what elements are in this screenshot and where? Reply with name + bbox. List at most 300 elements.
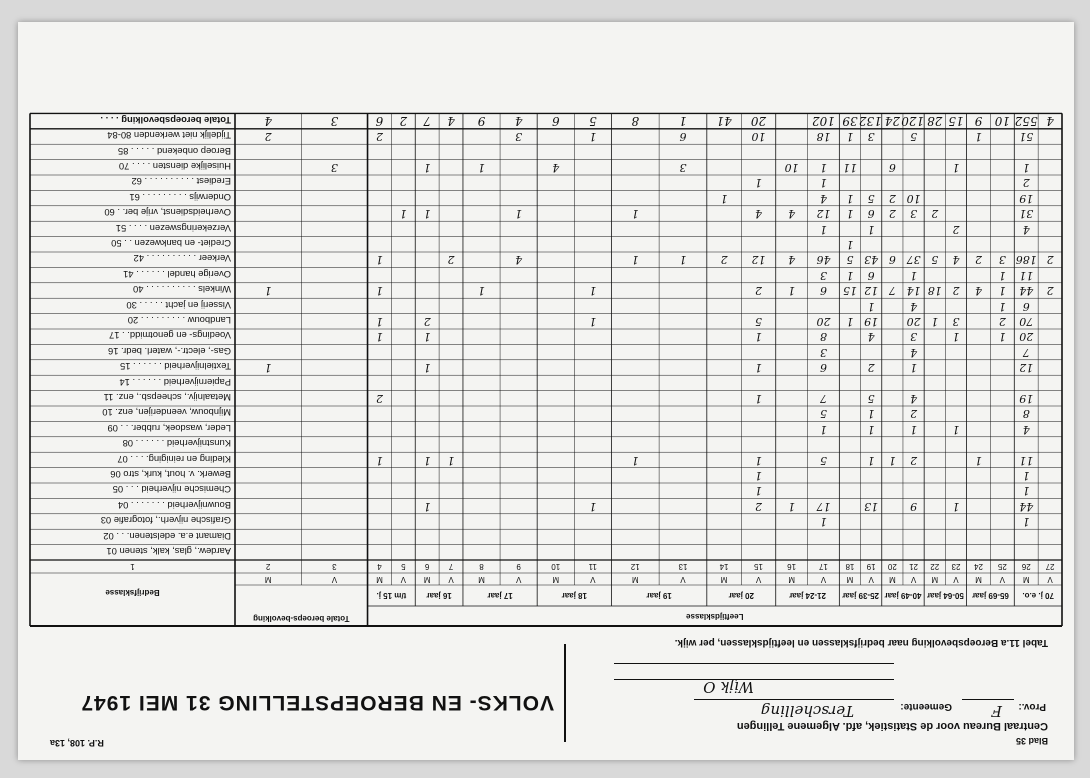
table-cell-value: 6 <box>375 113 384 128</box>
table-cell-value: 9 <box>477 113 486 128</box>
table-cell-value: 1 <box>846 191 854 205</box>
table-cell-value: 20 <box>816 315 831 328</box>
table-cell-value: 1 <box>1022 469 1030 482</box>
table-cell-value: 4 <box>515 253 523 267</box>
age-group-label: 16 jaar <box>426 591 452 600</box>
sex-label: M <box>552 575 560 584</box>
table-cell-value: 1 <box>515 207 523 221</box>
table-cell-value: 7 <box>819 392 827 405</box>
table-cell-value: 18 <box>816 130 831 144</box>
table-cell-value: 46 <box>816 253 831 267</box>
table-cell-value: 12 <box>816 207 831 221</box>
table-cell-value: 10 <box>906 191 921 205</box>
column-number: 21 <box>909 562 919 571</box>
table-cell-value: 1 <box>755 484 763 498</box>
table-cell-value: 1 <box>589 284 597 298</box>
column-number: 20 <box>887 562 897 571</box>
column-number: 16 <box>787 562 797 571</box>
table-cell-value: 6 <box>867 268 875 282</box>
table-cell-value: 132 <box>858 113 882 128</box>
table-cell-value: 1 <box>867 453 875 467</box>
table-cell-value: 1 <box>952 330 960 344</box>
table-cell-value: 12 <box>1019 361 1034 375</box>
table-cell-value: 41 <box>716 113 732 128</box>
table-cell-value: 1 <box>423 330 431 344</box>
table-cell-value: 5 <box>910 130 918 144</box>
table-cell-value: 15 <box>948 113 964 128</box>
table-cell-value: 1 <box>846 268 854 282</box>
category-label: Crediet- en bankwezen . . 50 <box>111 238 231 249</box>
table-cell-value: 1 <box>478 161 486 174</box>
category-label: Verzekeringswezen . . . . 51 <box>115 222 231 234</box>
table-cell-value: 2 <box>264 130 272 144</box>
table-cell-value: 2 <box>399 113 408 128</box>
table-cell-value: 20 <box>1019 330 1034 344</box>
table-cell-value: 4 <box>819 191 827 205</box>
table-cell-value: 4 <box>788 253 796 267</box>
table-cell-value: 39 <box>842 113 858 128</box>
category-label: Textielnijverheid . . . . . . 15 <box>120 361 231 373</box>
table-cell-value: 1 <box>975 453 983 467</box>
table-cell-value: 1 <box>888 453 896 467</box>
table-cell-value: 1 <box>1022 484 1030 498</box>
table-cell-value: 5 <box>819 453 827 467</box>
age-group-label: 70 j. e.o. <box>1022 591 1054 600</box>
category-label: Huiselijke diensten . . . . 70 <box>118 161 231 172</box>
table-cell-value: 2 <box>1022 176 1030 190</box>
category-label: Diamant e.a. edelstenen. . . 02 <box>103 530 231 542</box>
table-cell-value: 11 <box>1019 453 1034 467</box>
table-cell-value: 4 <box>867 330 875 344</box>
table-cell-value: 11 <box>842 161 857 174</box>
page-number: Blad 35 <box>1015 736 1048 746</box>
category-label: Tijdelijk niet werkenden 80-84 <box>107 130 231 142</box>
table-cell-value: 4 <box>1022 222 1030 236</box>
sex-label: M <box>1022 575 1030 584</box>
table-cell-value: 1 <box>679 113 687 128</box>
sex-label: M <box>846 575 854 584</box>
table-cell-value: 3 <box>679 161 687 174</box>
table-cell-value: 1 <box>375 315 383 328</box>
table-cell-value: 51 <box>1019 130 1034 144</box>
sex-label: V <box>999 575 1006 584</box>
gemeente-label: Gemeente: <box>900 701 952 712</box>
table-cell-value: 3 <box>819 345 827 359</box>
sex-label: V <box>331 575 338 584</box>
table-cell-value: 2 <box>375 392 383 405</box>
table-cell-value: 1 <box>755 469 763 482</box>
table-cell-value: 1 <box>931 315 939 328</box>
rotated-page <box>18 22 1074 760</box>
category-label: Grafische nijverh., fotografie 03 <box>100 515 231 527</box>
table-cell-value: 6 <box>888 161 896 174</box>
sex-label: M <box>931 575 939 584</box>
table-cell-value: 3 <box>819 268 827 282</box>
table-cell-value: 6 <box>867 207 875 221</box>
table-cell-value: 1 <box>975 130 983 144</box>
table-cell-value: 2 <box>375 130 383 144</box>
table-cell-value: 1 <box>631 253 639 267</box>
table-cell-value: 6 <box>888 253 896 267</box>
table-cell-value: 1 <box>423 361 431 375</box>
table-cell-value: 1 <box>755 330 763 344</box>
age-group-label: 50-64 jaar <box>926 591 964 600</box>
table-cell-value: 24 <box>884 113 901 128</box>
table-cell-value: 1 <box>423 207 431 221</box>
table-cell-value: 44 <box>1019 284 1034 298</box>
table-cell-value: 102 <box>812 113 835 128</box>
table-cell-value: 4 <box>1022 422 1030 436</box>
column-number: 1 <box>130 562 135 571</box>
table-cell-value: 2 <box>952 284 960 298</box>
table-cell-value: 3 <box>867 130 875 144</box>
prov-label: Prov.: <box>1018 701 1046 712</box>
table-cell-value: 120 <box>901 113 925 128</box>
age-group-label: 17 jaar <box>487 591 513 600</box>
table-cell-value: 3 <box>910 207 918 221</box>
table-cell-value: 1 <box>910 268 918 282</box>
table-cell-value: 20 <box>750 113 767 128</box>
table-cell-value: 4 <box>755 207 763 221</box>
table-cell-value: 3 <box>998 253 1006 267</box>
table-cell-value: 5 <box>589 113 597 128</box>
table-cell-value: 12 <box>864 284 879 298</box>
table-cell-value: 1 <box>952 422 960 436</box>
category-label: Kleding en reiniging. . . . 07 <box>117 453 231 465</box>
page-title: VOLKS- EN BEROEPSTELLING 31 MEI 1947 <box>80 691 554 714</box>
table-cell-value: 70 <box>1019 315 1034 328</box>
category-label: Aardew., glas, kalk, stenen 01 <box>106 546 231 557</box>
table-cell-value: 9 <box>974 113 983 128</box>
table-cell-value: 4 <box>910 345 918 359</box>
table-cell-value: 4 <box>514 113 523 128</box>
age-group-label: t/m 15 j. <box>376 591 407 600</box>
table-cell-value: 1 <box>423 499 431 513</box>
table-cell-value: 1 <box>589 499 597 513</box>
table-cell-value: 2 <box>755 284 763 298</box>
table-cell-value: 1 <box>264 361 272 375</box>
category-label: Totale beroepsbevolking . . . . <box>100 114 231 126</box>
table-title: Tabel 11.a Beroepsbevolking naar bedrijfsklassen en leeftijdsklassen, per wijk. <box>674 637 1048 648</box>
category-label: Papiernijverheid . . . . . . 14 <box>119 376 231 388</box>
table-cell-value: 7 <box>888 284 896 298</box>
table-cell-value: 1 <box>867 407 875 421</box>
table-cell-value: 1 <box>846 238 854 251</box>
category-label: Bewerk. v. hout, kurk, stro 06 <box>110 469 231 480</box>
sex-label: M <box>478 575 485 584</box>
table-cell-value: 1 <box>755 392 763 405</box>
table-cell-value: 1 <box>998 330 1006 344</box>
table-cell-value: 1 <box>679 253 687 267</box>
category-label: Chemische nijverheid . . . 05 <box>112 484 231 496</box>
column-number: 27 <box>1045 562 1055 571</box>
table-cell-value: 37 <box>906 253 921 267</box>
column-number: 15 <box>754 562 763 571</box>
age-group-label: 19 jaar <box>646 591 672 600</box>
table-cell-value: 2 <box>975 253 983 267</box>
sex-label: V <box>868 575 874 584</box>
column-number: 14 <box>719 562 729 571</box>
category-label: Winkels . . . . . . . . . . 40 <box>133 284 231 296</box>
form-code: R.P. 108, 13a <box>50 738 104 748</box>
table-cell-value: 1 <box>375 330 383 344</box>
column-number: 11 <box>588 562 598 571</box>
table-cell-value: 31 <box>1019 207 1034 221</box>
organization-name: Centraal Bureau voor de Statistiek, afd. Algemene Tellingen <box>736 720 1048 732</box>
table-cell-value: 1 <box>819 176 827 190</box>
table-cell-value: 4 <box>447 113 455 128</box>
table-cell-value: 19 <box>1019 191 1034 205</box>
category-label: Bouwnijverheid . . . . . . . 04 <box>117 499 231 511</box>
table-cell-value: 2 <box>1046 284 1054 298</box>
table-cell-value: 7 <box>1022 345 1030 359</box>
table-cell-value: 3 <box>910 330 918 344</box>
document-sheet <box>18 22 1074 760</box>
table-cell-value: 1 <box>867 299 875 313</box>
table-cell-value: 1 <box>867 222 875 236</box>
sex-label: M <box>631 575 639 584</box>
category-label: Beroep onbekend . . . . . 85 <box>117 145 231 157</box>
column-number: 3 <box>332 562 337 571</box>
table-cell-value: 18 <box>927 284 942 298</box>
table-cell-value: 3 <box>952 315 960 328</box>
prov-value: F <box>991 702 1002 720</box>
category-label: Leder, wasdoek, rubber. . . 09 <box>107 422 231 434</box>
column-number: 25 <box>997 562 1007 571</box>
table-cell-value: 1 <box>631 453 639 467</box>
column-number: 10 <box>551 562 561 571</box>
column-number: 6 <box>424 562 430 571</box>
column-number: 22 <box>930 562 940 571</box>
table-cell-value: 1 <box>819 222 827 236</box>
column-number: 12 <box>630 562 640 571</box>
category-label: Verkeer . . . . . . . . . . 42 <box>133 253 231 265</box>
table-cell-value: 10 <box>784 161 799 174</box>
table-cell-value: 1 <box>788 284 796 298</box>
category-label: Voedings- en genotmidd. . 17 <box>109 330 231 342</box>
sex-label: V <box>448 575 454 584</box>
column-number: 17 <box>819 562 828 571</box>
table-cell-value: 15 <box>842 284 857 298</box>
wijk-value: Wijk O <box>703 678 754 696</box>
column-number: 2 <box>265 562 271 571</box>
column-number: 26 <box>1021 562 1031 571</box>
table-cell-value: 2 <box>423 315 431 328</box>
table-cell-value: 5 <box>846 253 854 267</box>
table-cell-value: 1 <box>755 361 763 375</box>
table-cell-value: 1 <box>819 161 827 174</box>
table-cell-value: 1 <box>631 207 639 221</box>
table-cell-value: 14 <box>906 284 921 298</box>
table-cell-value: 1 <box>720 191 728 205</box>
table-cell-value: 4 <box>552 161 560 174</box>
sex-label: V <box>755 575 762 584</box>
table-cell-value: 19 <box>1019 392 1034 405</box>
table-cell-value: 1 <box>910 422 918 436</box>
table-cell-value: 10 <box>994 113 1011 128</box>
column-number: 24 <box>974 562 983 571</box>
table-cell-value: 1 <box>375 453 383 467</box>
sex-label: M <box>423 575 431 584</box>
table-cell-value: 28 <box>927 113 943 128</box>
table-cell-value: 1 <box>952 161 960 174</box>
table-cell-value: 8 <box>819 330 827 344</box>
column-number: 8 <box>479 562 484 571</box>
table-cell-value: 1 <box>423 161 431 174</box>
age-group-label: 18 jaar <box>561 591 587 600</box>
column-number: 19 <box>866 562 876 571</box>
table-cell-value: 12 <box>751 253 766 267</box>
table-cell-value: 1 <box>998 268 1006 282</box>
category-label: Overige handel . . . . . . 41 <box>123 268 231 280</box>
table-cell-value: 552 <box>1014 113 1038 128</box>
column-number: 9 <box>516 562 521 571</box>
age-group-label: 21-24 jaar <box>789 591 827 600</box>
table-cell-value: 1 <box>589 130 597 144</box>
table-cell-value: 1 <box>447 453 455 467</box>
table-cell-value: 2 <box>998 315 1006 328</box>
column-number: 23 <box>951 562 961 571</box>
table-cell-value: 1 <box>819 515 827 529</box>
sex-label: V <box>400 575 406 584</box>
table-cell-value: 1 <box>423 453 431 467</box>
sex-label: V <box>910 575 917 584</box>
table-cell-value: 13 <box>864 499 879 513</box>
table-cell-value: 1 <box>264 284 272 298</box>
table-cell-value: 1 <box>846 207 854 221</box>
table-cell-value: 1 <box>399 207 407 221</box>
category-label: Overheidsdienst, vrije ber. . 60 <box>104 207 231 219</box>
category-label: Landbouw . . . . . . . . . 20 <box>127 315 231 326</box>
table-cell-value: 6 <box>819 284 827 298</box>
table-cell-value: 4 <box>788 207 796 221</box>
table-cell-value: 186 <box>1015 253 1037 267</box>
category-label: Metaalnijv., scheepsb., enz. 11 <box>103 392 231 403</box>
column-number: 18 <box>845 562 855 571</box>
table-cell-value: 5 <box>931 253 939 267</box>
age-class-header: Leeftijdsklasse <box>686 612 744 621</box>
column-number: 4 <box>377 562 382 571</box>
age-group-label: 40-49 jaar <box>884 591 922 600</box>
table-cell-value: 2 <box>888 207 896 221</box>
table-cell-value: 5 <box>755 315 763 328</box>
table-cell-value: 1 <box>1022 515 1030 529</box>
table-cell-value: 3 <box>330 161 338 174</box>
table-cell-value: 4 <box>910 392 918 405</box>
table-cell-value: 2 <box>755 499 763 513</box>
category-label: Onderwijs . . . . . . . . . 61 <box>129 191 231 203</box>
table-cell-value: 1 <box>755 453 763 467</box>
table-cell-value: 2 <box>1046 253 1054 267</box>
category-label: Mijnbouw, veenderijen, enz. 10 <box>102 407 231 419</box>
sex-label: M <box>376 575 383 584</box>
category-label: Gas-, electr.-, waterl. bedr. 16 <box>108 345 231 357</box>
age-group-label: 25-39 jaar <box>842 591 880 600</box>
total-header: Totale beroeps-bevolking <box>253 614 350 623</box>
age-group-label: 65-69 jaar <box>971 591 1009 600</box>
table-cell-value: 9 <box>910 499 918 513</box>
table-cell-value: 43 <box>864 253 879 267</box>
table-cell-value: 4 <box>975 284 983 298</box>
sex-label: V <box>590 575 596 584</box>
sex-label: M <box>889 575 896 584</box>
table-cell-value: 6 <box>819 361 827 375</box>
table-cell-value: 1 <box>375 253 383 267</box>
table-cell-value: 1 <box>846 315 854 328</box>
table-cell-value: 2 <box>931 207 939 221</box>
table-cell-value: 1 <box>846 130 854 144</box>
table-cell-value: 2 <box>447 253 455 267</box>
sex-label: V <box>820 575 827 584</box>
table-cell-value: 6 <box>679 130 687 144</box>
table-cell-value: 2 <box>910 407 918 421</box>
table-cell-value: 2 <box>910 453 918 467</box>
table-cell-value: 1 <box>867 422 875 436</box>
table-cell-value: 1 <box>998 299 1006 313</box>
table-cell-value: 44 <box>1019 499 1034 513</box>
sex-label: M <box>264 575 272 584</box>
table-cell-value: 8 <box>631 113 640 128</box>
table-cell-value: 8 <box>1022 407 1030 421</box>
table-cell-value: 1 <box>755 176 763 190</box>
table-cell-value: 5 <box>867 392 875 405</box>
category-label: Erediest . . . . . . . . . . 62 <box>131 176 231 188</box>
category-label: Kunstnijverheid . . . . . . 08 <box>122 438 231 450</box>
table-cell-value: 1 <box>478 284 486 298</box>
column-number: 5 <box>401 562 406 571</box>
sex-label: V <box>953 575 959 584</box>
sex-label: M <box>975 575 982 584</box>
table-cell-value: 1 <box>589 315 597 328</box>
table-cell-value: 4 <box>910 299 918 313</box>
table-cell-value: 5 <box>867 191 875 205</box>
table-cell-value: 4 <box>952 253 960 267</box>
sex-label: M <box>720 575 728 584</box>
table-cell-value: 5 <box>819 407 827 421</box>
table-cell-value: 1 <box>788 499 796 513</box>
table-cell-value: 7 <box>423 113 432 128</box>
table-cell-value: 2 <box>867 361 875 375</box>
table-cell-value: 10 <box>751 130 766 144</box>
table-cell-value: 2 <box>720 253 728 267</box>
table-cell-value: 2 <box>952 222 960 236</box>
table-cell-value: 11 <box>1019 268 1034 282</box>
category-label: Visserij en jacht . . . . . 30 <box>126 299 231 311</box>
table-cell-value: 4 <box>264 113 272 128</box>
table-cell-value: 1 <box>375 284 383 298</box>
table-cell-value: 19 <box>864 315 879 328</box>
table-cell-value: 6 <box>551 113 560 128</box>
table-cell-value: 1 <box>819 422 827 436</box>
column-number: 13 <box>678 562 688 571</box>
table-cell-value: 20 <box>906 315 921 328</box>
table-cell-value: 6 <box>1022 299 1030 313</box>
table-cell-value: 17 <box>816 499 831 513</box>
table-cell-value: 1 <box>998 284 1006 298</box>
sex-label: V <box>680 575 686 584</box>
table-cell-value: 2 <box>888 191 896 205</box>
sex-label: M <box>788 575 795 584</box>
industry-class-header: Bedrijfsklasse <box>105 588 160 597</box>
age-group-label: 20 jaar <box>728 591 754 600</box>
sex-label: V <box>1047 575 1053 584</box>
sex-label: V <box>515 575 522 584</box>
column-number: 7 <box>448 562 454 571</box>
table-cell-value: 1 <box>1022 161 1030 174</box>
table-cell-value: 4 <box>1046 113 1054 128</box>
table-cell-value: 3 <box>515 130 523 144</box>
gemeente-value: Terschelling <box>760 702 854 720</box>
